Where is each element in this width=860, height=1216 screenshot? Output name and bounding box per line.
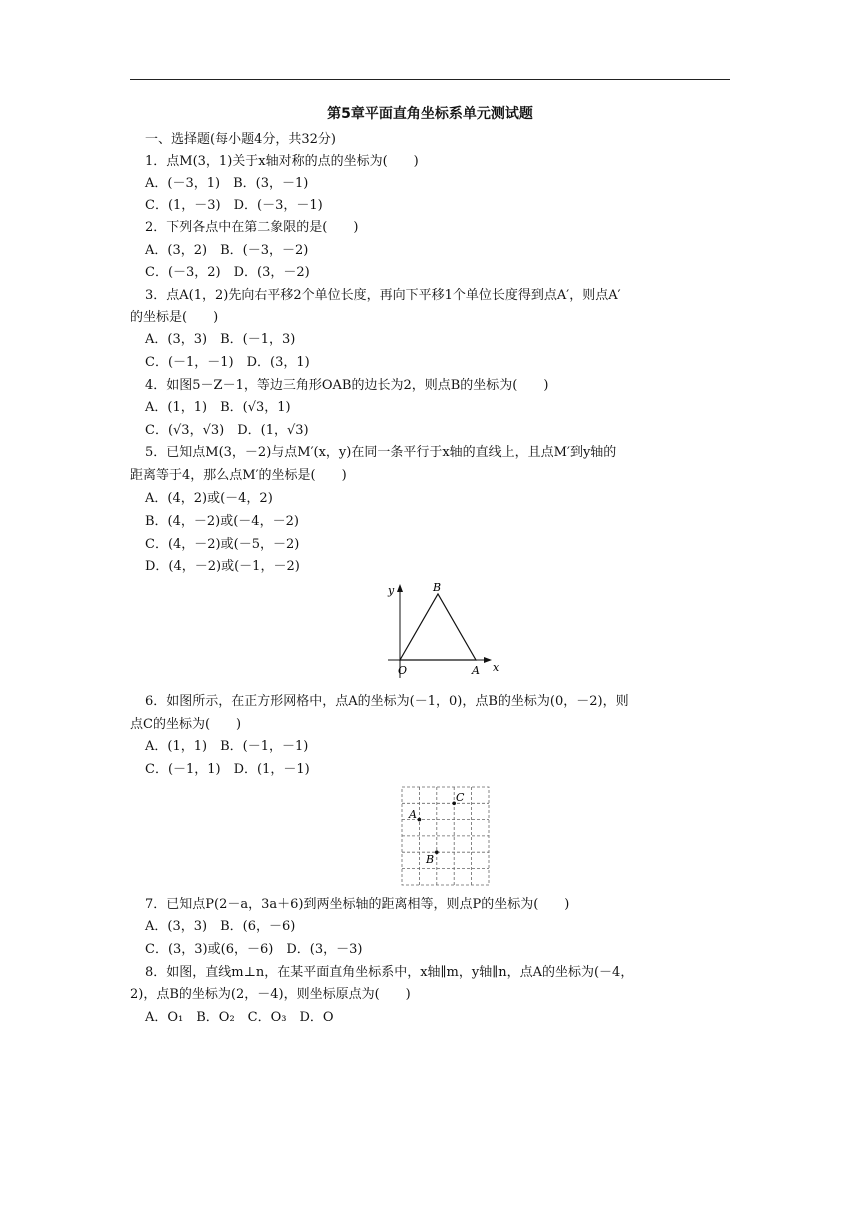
q6-stem: 6．如图所示，在正方形网格中，点A的坐标为(－1，0)，点B的坐标为(0，－2)，则 bbox=[145, 694, 629, 709]
point-a-label: A bbox=[472, 664, 480, 677]
point-a-label: A bbox=[409, 808, 417, 821]
point-o-label: O bbox=[398, 664, 408, 677]
q3-stem: 3．点A(1，2)先向右平移2个单位长度，再向下平移1个单位长度得到点A′，则点A′ bbox=[145, 288, 621, 303]
q2-options-ab: A．(3，2) B．(－3，－2) bbox=[145, 243, 309, 258]
q1-options-cd: C．(1，－3) D．(－3，－1) bbox=[145, 198, 323, 213]
point-c-label: C bbox=[456, 791, 465, 804]
q5-option-c: C．(4，－2)或(－5，－2) bbox=[145, 537, 300, 552]
q3-stem-cont: 的坐标是( ) bbox=[130, 310, 219, 325]
triangle-oab bbox=[400, 594, 476, 660]
q1-stem: 1．点M(3，1)关于x轴对称的点的坐标为( ) bbox=[145, 154, 419, 169]
q5-option-a: A．(4，2)或(－4，2) bbox=[145, 491, 273, 506]
q2-options-cd: C．(－3，2) D．(3，－2) bbox=[145, 265, 310, 280]
point-b-label: B bbox=[433, 581, 442, 594]
q4-stem: 4．如图5－Z－1，等边三角形OAB的边长为2，则点B的坐标为( ) bbox=[145, 378, 549, 393]
square-grid bbox=[402, 787, 489, 885]
point-b-label: B bbox=[426, 853, 435, 866]
q7-options-ab: A．(3，3) B．(6，－6) bbox=[145, 919, 296, 934]
point-a bbox=[418, 818, 422, 822]
q8-stem-cont: 2)，点B的坐标为(2，－4)，则坐标原点为( ) bbox=[130, 987, 411, 1002]
triangle-figure bbox=[380, 578, 510, 684]
page-title: 第5章平面直角坐标系单元测试题 bbox=[327, 106, 533, 122]
q2-stem: 2．下列各点中在第二象限的是( ) bbox=[145, 220, 359, 235]
q6-stem-cont: 点C的坐标为( ) bbox=[130, 717, 242, 732]
point-b bbox=[435, 850, 439, 854]
q3-options-ab: A．(3，3) B．(－1，3) bbox=[145, 332, 296, 347]
header-rule bbox=[130, 79, 730, 80]
section-heading: 一、选择题(每小题4分，共32分) bbox=[145, 132, 336, 147]
q8-options: A．O₁ B．O₂ C．O₃ D．O bbox=[145, 1010, 334, 1025]
q5-option-d: D．(4，－2)或(－1，－2) bbox=[145, 559, 300, 574]
q7-options-cd: C．(3，3)或(6，－6) D．(3，－3) bbox=[145, 942, 363, 957]
q3-options-cd: C．(－1，－1) D．(3，1) bbox=[145, 355, 310, 370]
q4-options-cd: C．(√3，√3) D．(1，√3) bbox=[145, 423, 309, 438]
q5-stem-cont: 距离等于4，那么点M′的坐标是( ) bbox=[130, 468, 347, 483]
q8-stem: 8．如图，直线m⊥n，在某平面直角坐标系中，x轴∥m，y轴∥n，点A的坐标为(－4， bbox=[145, 965, 634, 980]
grid-figure bbox=[398, 783, 494, 889]
q6-options-cd: C．(－1，1) D．(1，－1) bbox=[145, 762, 310, 777]
y-axis-arrow bbox=[397, 584, 403, 592]
y-axis-label: y bbox=[388, 584, 395, 597]
q1-options-ab: A．(－3，1) B．(3，－1) bbox=[145, 176, 309, 191]
x-axis-arrow bbox=[484, 657, 492, 663]
x-axis-label: x bbox=[493, 661, 500, 674]
q7-stem: 7．已知点P(2－a，3a＋6)到两坐标轴的距离相等，则点P的坐标为( ) bbox=[145, 897, 570, 912]
q5-stem: 5．已知点M(3，－2)与点M′(x，y)在同一条平行于x轴的直线上，且点M′到y轴的 bbox=[145, 445, 617, 460]
q6-options-ab: A．(1，1) B．(－1，－1) bbox=[145, 739, 309, 754]
q4-options-ab: A．(1，1) B．(√3，1) bbox=[145, 400, 291, 415]
q5-option-b: B．(4，－2)或(－4，－2) bbox=[145, 514, 299, 529]
